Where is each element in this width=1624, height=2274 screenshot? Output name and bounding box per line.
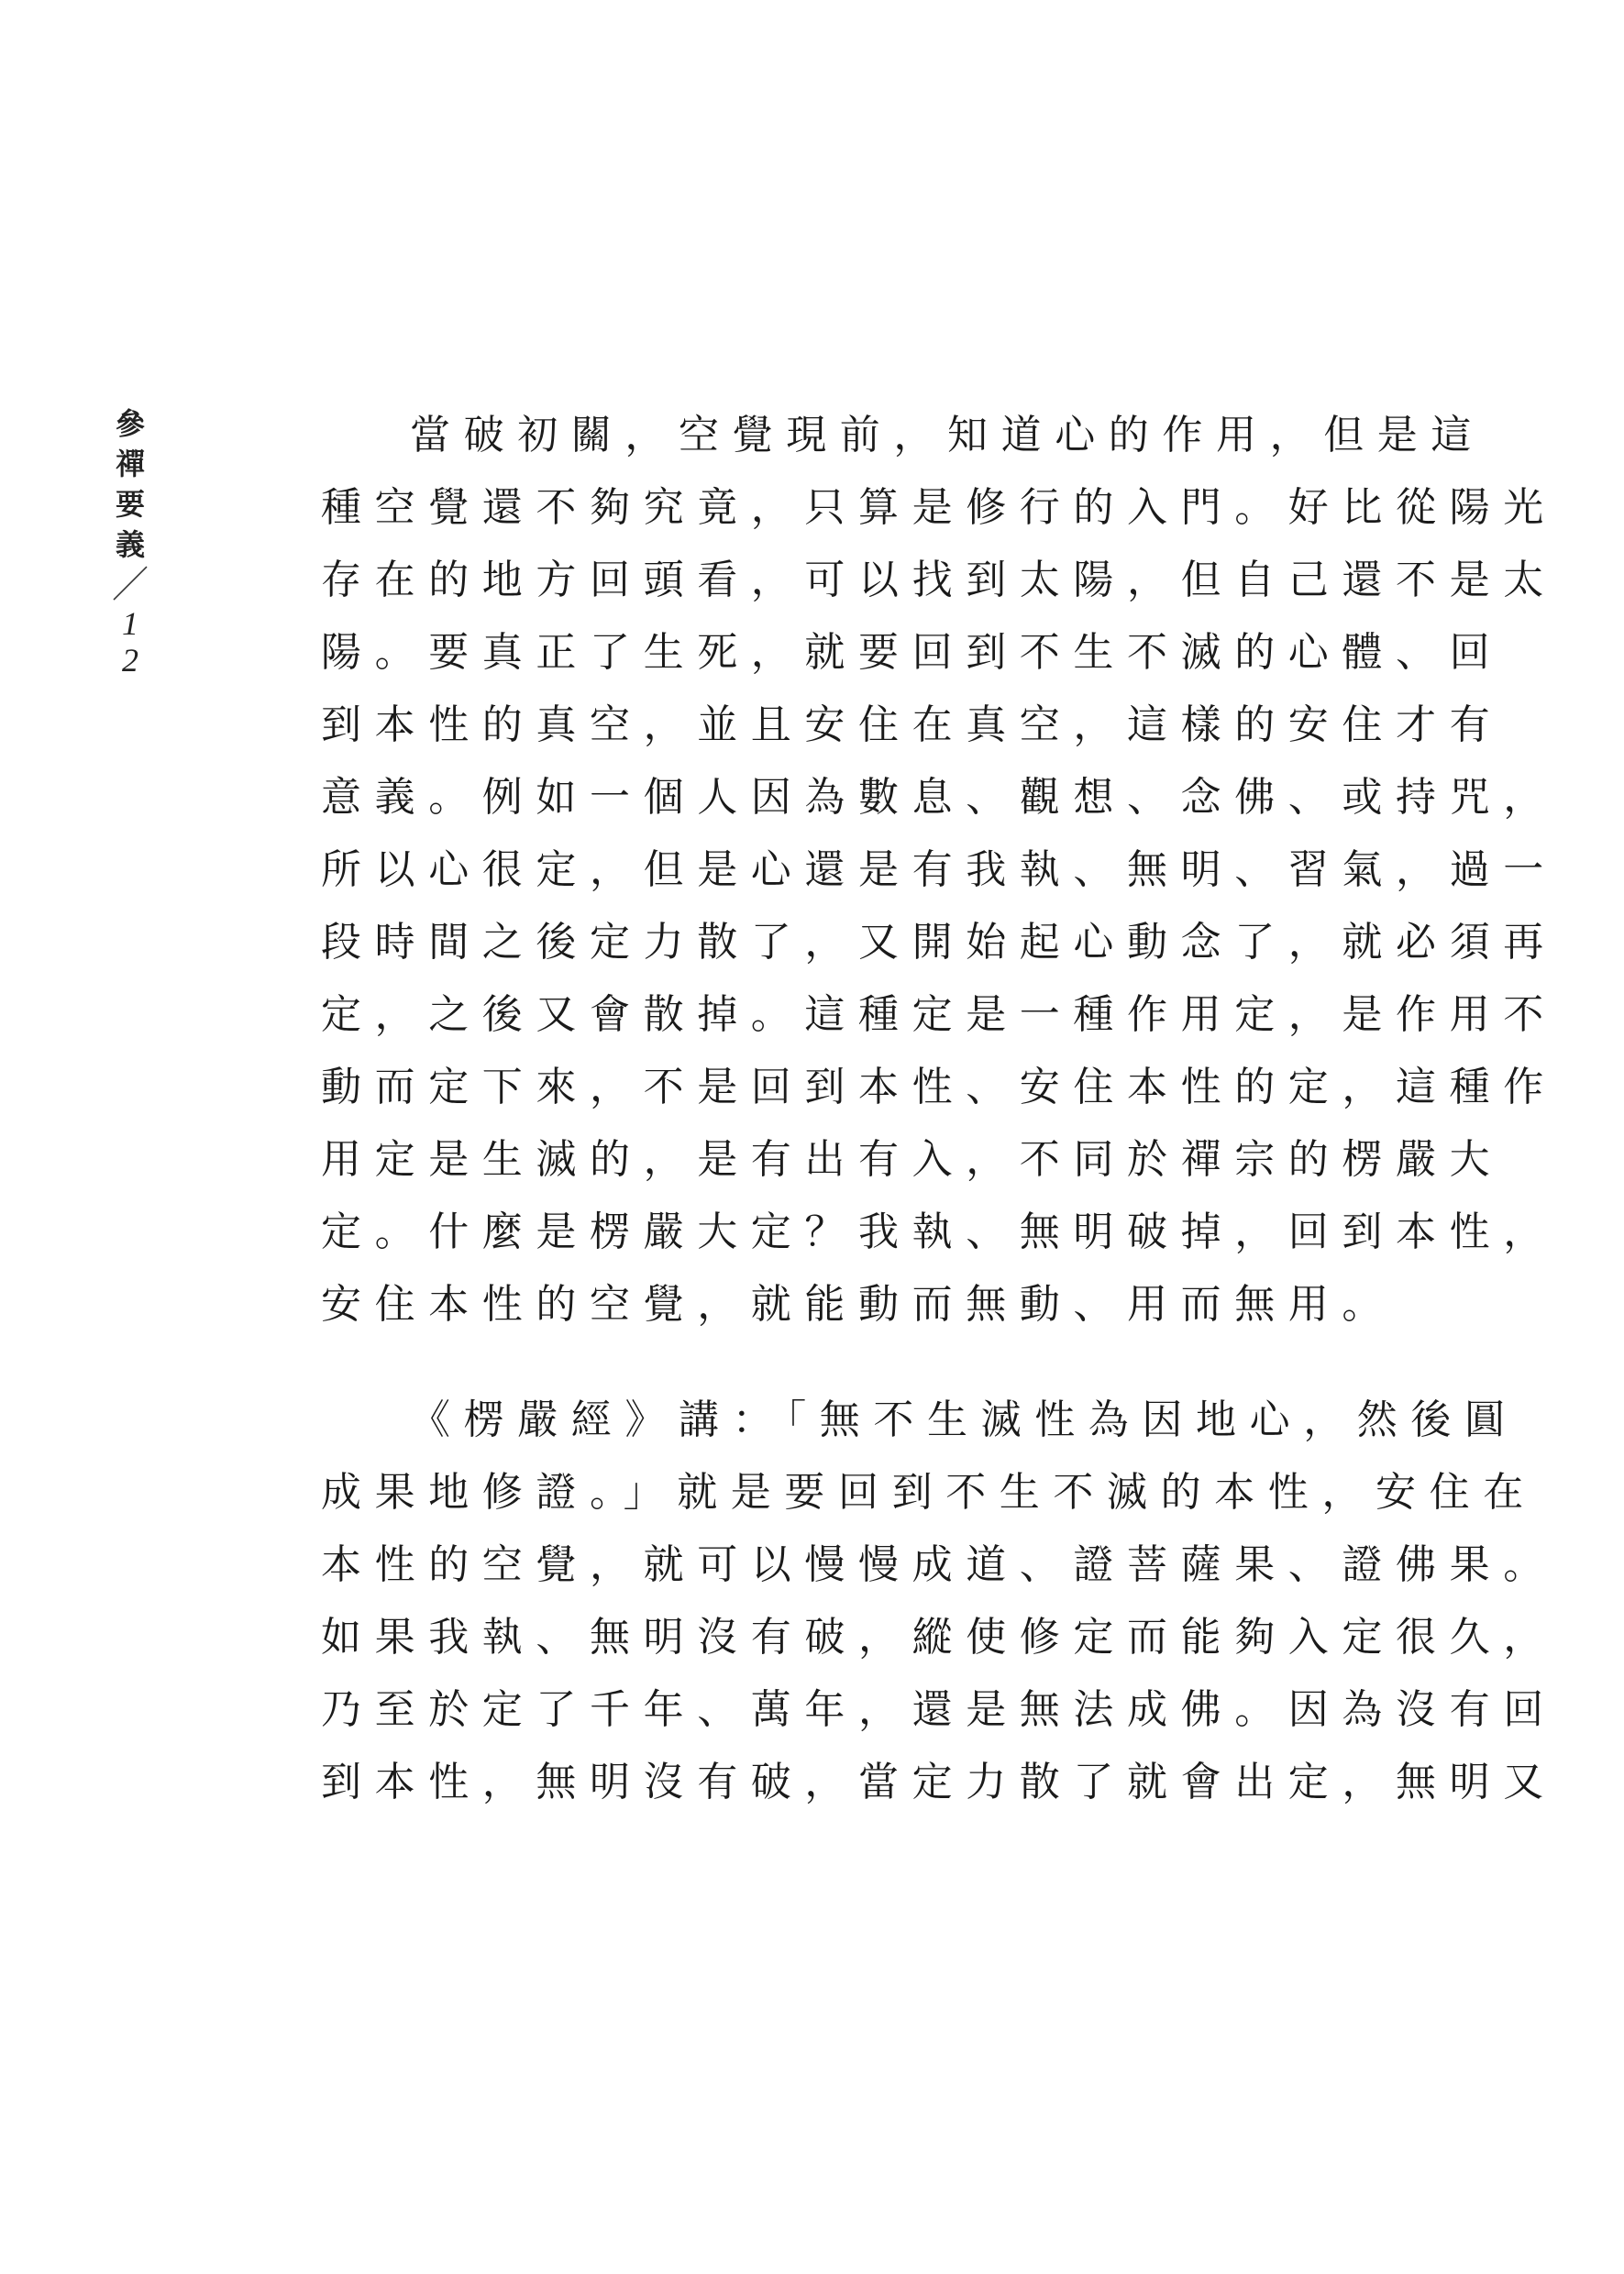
text-line: 到本性，無明沒有破，當定力散了就會出定，無明又 (321, 1759, 1557, 1805)
running-head (112, 403, 149, 679)
text-line: 動而定下來，不是回到本性、安住本性的定，這種作 (321, 1064, 1557, 1110)
text-line: 乃至於定了千年、萬年，還是無法成佛。因為沒有回 (321, 1686, 1557, 1733)
book-title-char: 要 (115, 487, 145, 522)
text-line: 意義。例如一個人因為數息、觀想、念佛、或持咒， (321, 774, 1557, 821)
text-line: 成果地修證。」就是要回到不生不滅的本性，安住在 (321, 1469, 1537, 1516)
paragraph-2 (321, 1384, 1557, 1818)
text-line: 用定是生滅的，是有出有入，不同於禪宗的楞嚴大 (321, 1136, 1504, 1183)
book-title-char: 禪 (115, 447, 145, 481)
text-line: 本性的空覺，就可以慢慢成道、證菩薩果、證佛果。 (321, 1541, 1557, 1588)
body-text (321, 399, 1557, 1818)
text-line: 定。什麼是楞嚴大定？我執、無明破掉，回到本性， (321, 1209, 1557, 1255)
page-number-digit: 2 (122, 642, 138, 679)
book-title-char: 義 (115, 527, 145, 562)
text-line: 種空覺還不夠究竟，只算是修行的入門。好比從陽光 (321, 484, 1557, 531)
text-line: 所以心很定，但是心還是有我執、無明、習氣，過一 (321, 846, 1557, 893)
text-line: 到本性的真空，並且安住在真空，這樣的安住才有 (321, 701, 1504, 748)
text-line: 陽。要真正了生死，就要回到不生不滅的心體、回 (321, 629, 1504, 676)
text-line: 如果我執、無明沒有破，縱使修定而能夠入定很久， (321, 1614, 1557, 1661)
running-head-separator: ／ (112, 564, 149, 605)
text-line: 段時間之後定力散了，又開始起心動念了，就必須再 (321, 919, 1557, 966)
text-line: 存在的地方回頭看，可以找到太陽，但自己還不是太 (321, 557, 1557, 603)
text-line: 安住本性的空覺，就能動而無動、用而無用。 (321, 1281, 1396, 1328)
paragraph-1 (321, 399, 1557, 1341)
text-line: 當破初關，空覺現前，知道心的作用，但是這 (410, 412, 1485, 458)
book-title-char: 參 (115, 406, 145, 441)
page-number-digit: 1 (122, 605, 138, 642)
text-line: 《楞嚴經》講：「無不生滅性為因地心，然後圓 (410, 1396, 1519, 1443)
text-line: 定，之後又會散掉。這種定是一種作用定，是作用不 (321, 991, 1557, 1038)
